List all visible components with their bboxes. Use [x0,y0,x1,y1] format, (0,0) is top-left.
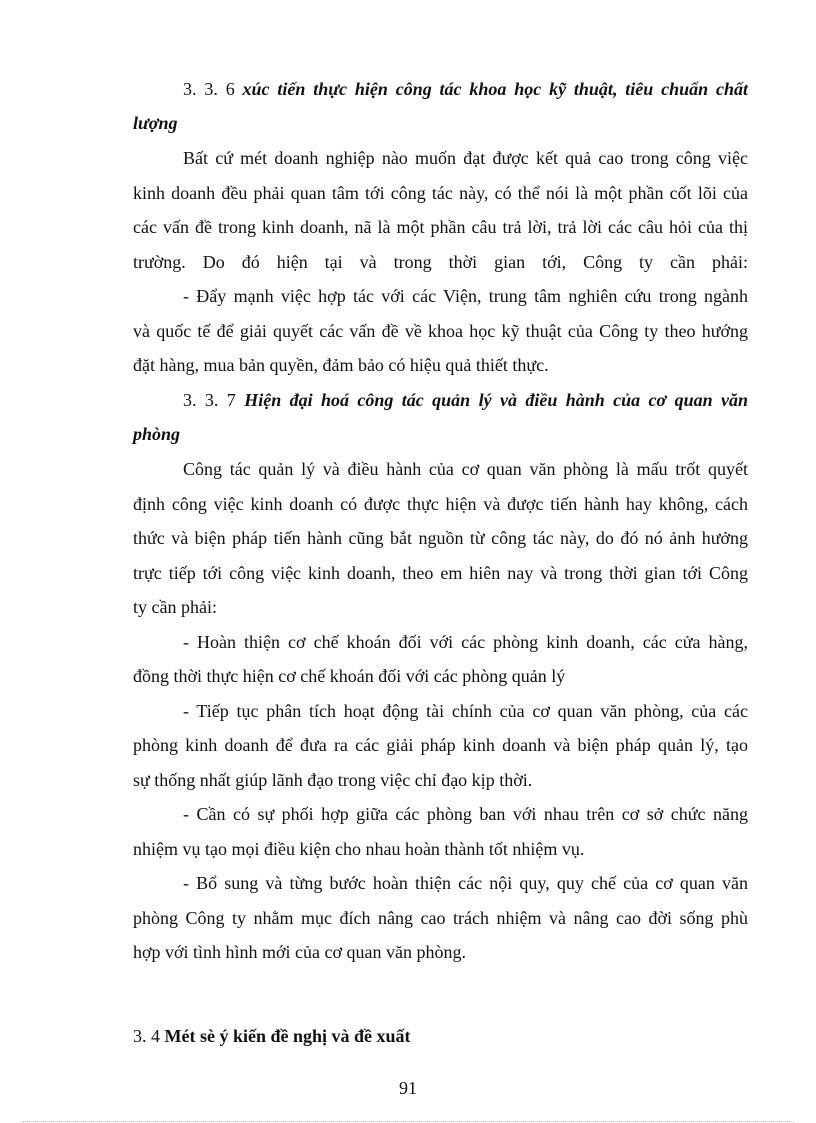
paragraph-line: Công tác quản lý và điều hành của cơ quan văn phòng là mấu trốt quyết [183,459,748,479]
page-number: 91 [399,1078,417,1098]
paragraph-line: phòng kinh doanh để đưa ra các giải pháp kinh doanh và biện pháp quản lý, tạo [133,735,748,755]
paragraph-line: định công việc kinh doanh có được thực hiện và được tiến hành hay không, cách [133,494,748,514]
paragraph-line: đặt hàng, mua bản quyền, đảm bảo có hiệu quả thiết thực. [133,355,549,375]
bullet-line: - Tiếp tục phân tích hoạt động tài chính của cơ quan văn phòng, của các [183,701,748,721]
paragraph-line: hợp với tình hình mới của cơ quan văn phòng. [133,942,467,962]
paragraph-line: trường. Do đó hiện tại và trong thời gian tới, Công ty cần phải: [133,252,748,272]
paragraph-line: phòng Công ty nhằm mục đích nâng cao trách nhiệm và nâng cao đời sống phù [133,908,748,928]
section-number: 3. 3. 7 [183,390,236,410]
section-title-cont: phòng [133,424,181,444]
section-number: 3. 4 [133,1026,160,1046]
section-title-cont: lượng [133,113,178,133]
paragraph-line: thức và biện pháp tiến hành cũng bắt nguồn từ công tác này, do đó nó ảnh hưởng [133,528,748,548]
section-3-3-6-heading [183,78,748,100]
footer-divider [22,1121,794,1122]
section-title: Mét sè ý kiến đề nghị và đề xuất [164,1026,411,1046]
section-3-3-7-heading-cont [133,423,748,445]
bullet-line: - Đẩy mạnh việc hợp tác với các Viện, trung tâm nghiên cứu trong ngành [183,286,748,306]
paragraph-line: ty cần phải: [133,597,217,617]
paragraph-line: trực tiếp tới công việc kinh doanh, theo em hiên nay và trong thời gian tới Công [133,563,748,583]
bullet-line: - Bổ sung và từng bước hoàn thiện các nội quy, quy chế của cơ quan văn [183,873,748,893]
section-3-3-7-heading [183,389,748,411]
section-title: Hiện đại hoá công tác quản lý và điều hành của cơ quan văn [244,390,749,410]
paragraph-line: sự thống nhất giúp lãnh đạo trong việc chỉ đạo kịp thời. [133,770,533,790]
section-3-4-heading [133,1025,748,1047]
paragraph-line: kinh doanh đều phải quan tâm tới công tác này, có thể nói là một phần cốt lõi của [133,183,748,203]
paragraph-line: và quốc tế để giải quyết các vấn đề về khoa học kỹ thuật của Công ty theo hướng [133,321,748,341]
paragraph-line: đồng thời thực hiện cơ chế khoán đối với các phòng quản lý [133,666,566,686]
section-title: xúc tiến thực hiện công tác khoa học kỹ thuật, tiêu chuẩn chất [242,79,748,99]
bullet-line: - Hoàn thiện cơ chế khoán đối với các phòng kinh doanh, các cửa hàng, [183,632,748,652]
section-3-3-6-heading-cont [133,112,748,134]
section-number: 3. 3. 6 [183,79,235,99]
bullet-line: - Cần có sự phối hợp giữa các phòng ban với nhau trên cơ sở chức năng [183,804,748,824]
paragraph-line: nhiệm vụ tạo mọi điều kiện cho nhau hoàn thành tốt nhiệm vụ. [133,839,585,859]
paragraph-line: các vấn đề trong kinh doanh, nã là một phần câu trả lời, trả lời các câu hỏi của thị [133,217,748,237]
paragraph-line: Bất cứ mét doanh nghiệp nào muốn đạt được kết quả cao trong công việc [183,148,748,168]
